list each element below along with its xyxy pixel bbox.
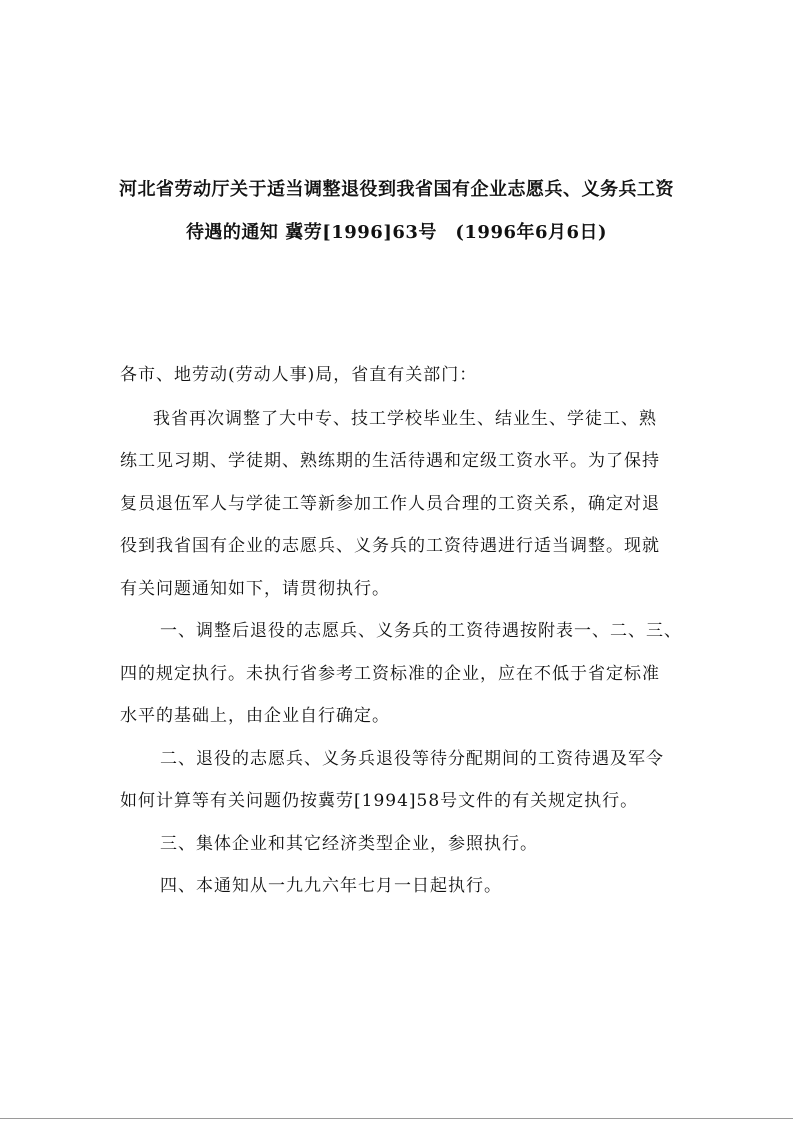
paragraph-1-line: 有关问题通知如下，请贯彻执行。	[120, 579, 390, 599]
paragraph-4: 三、集体企业和其它经济类型企业，参照执行。	[160, 834, 538, 854]
salutation: 各市、地劳动(劳动人事)局，省直有关部门：	[120, 365, 478, 385]
document-title-line-1: 河北省劳动厅关于适当调整退役到我省国有企业志愿兵、义务兵工资	[119, 179, 674, 200]
paragraph-1-line: 复员退伍军人与学徒工等新参加工作人员合理的工资关系，确定对退	[120, 494, 660, 514]
paragraph-1-line: 我省再次调整了大中专、技工学校毕业生、结业生、学徒工、熟	[153, 409, 657, 429]
paragraph-3-line: 二、退役的志愿兵、义务兵退役等待分配期间的工资待遇及军令	[160, 749, 664, 769]
page-bottom-rule	[0, 1118, 793, 1119]
paragraph-2-line: 一、调整后退役的志愿兵、义务兵的工资待遇按附表一、二、三、	[160, 621, 682, 641]
paragraph-2-line: 四的规定执行。未执行省参考工资标准的企业，应在不低于省定标准	[120, 664, 660, 684]
paragraph-1-line: 役到我省国有企业的志愿兵、义务兵的工资待遇进行适当调整。现就	[120, 536, 660, 556]
paragraph-2-line: 水平的基础上，由企业自行确定。	[120, 706, 390, 726]
paragraph-1-line: 练工见习期、学徒期、熟练期的生活待遇和定级工资水平。为了保持	[120, 451, 660, 471]
paragraph-3-line: 如何计算等有关问题仍按冀劳[1994]58号文件的有关规定执行。	[120, 791, 639, 811]
paragraph-5: 四、本通知从一九九六年七月一日起执行。	[160, 876, 502, 896]
document-title-line-2: 待遇的通知 冀劳[1996]63号 (1996年6月6日)	[185, 222, 608, 243]
